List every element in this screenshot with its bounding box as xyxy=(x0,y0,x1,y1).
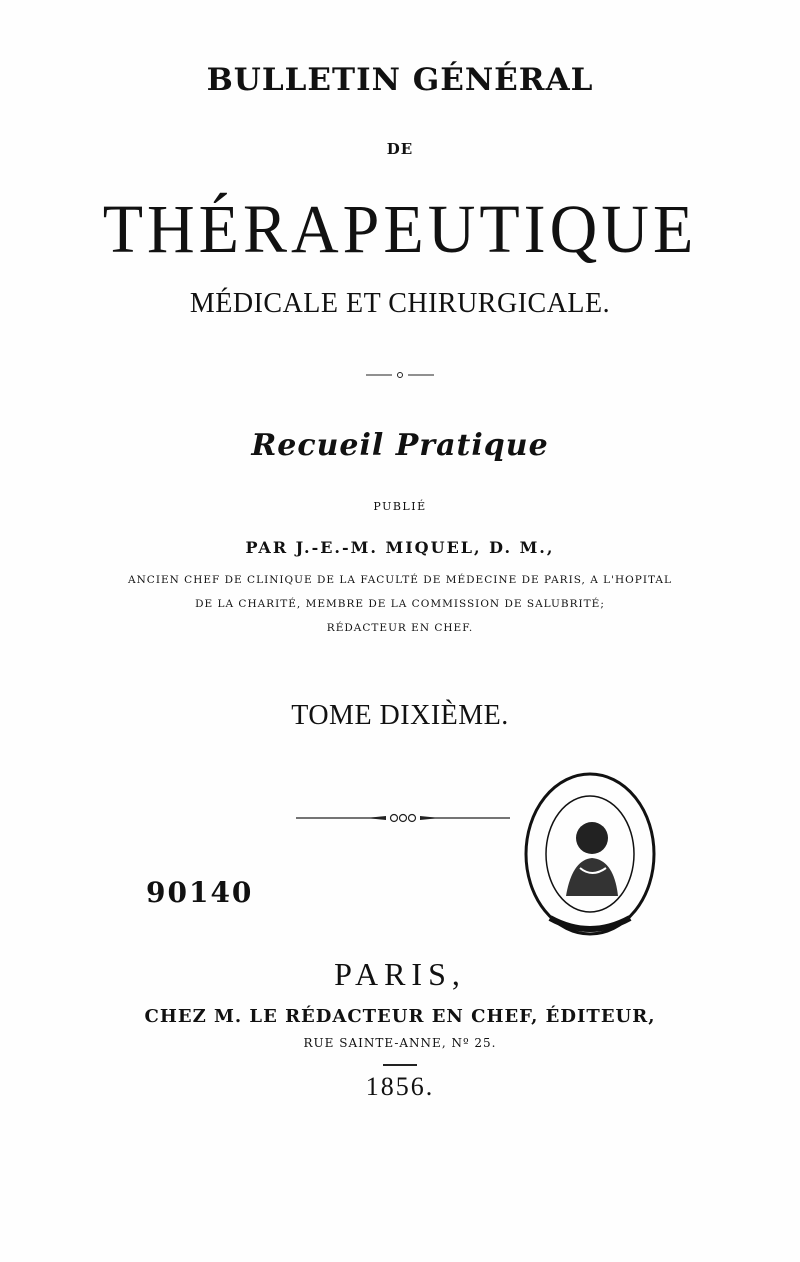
recueil-pratique-heading: Recueil Pratique xyxy=(251,428,549,463)
journal-subtitle: MÉDICALE ET CHIRURGICALE. xyxy=(189,288,611,319)
publie-label: PUBLIÉ xyxy=(373,500,427,513)
small-ornament-divider xyxy=(366,371,434,379)
library-shelfmark: 90140 xyxy=(146,876,254,909)
imprint-city: PARIS, xyxy=(334,956,466,992)
portrait-bust-icon xyxy=(566,822,618,896)
credentials-line-1: ANCIEN CHEF DE CLINIQUE DE LA FACULTÉ DE MÉDECINE DE PARIS, A L'HOPITAL xyxy=(128,574,672,586)
imprint-rule xyxy=(383,1064,417,1066)
credentials-line-3: RÉDACTEUR EN CHEF. xyxy=(326,622,474,634)
library-stamp-seal xyxy=(520,768,660,946)
imprint-address: RUE SAINTE-ANNE, Nº 25. xyxy=(303,1036,497,1050)
journal-title-main: THÉRAPEUTIQUE xyxy=(102,191,698,268)
journal-title-line1: BULLETIN GÉNÉRAL xyxy=(206,62,594,98)
large-ornament-divider xyxy=(296,811,510,825)
tome-label: TOME DIXIÈME. xyxy=(291,700,509,731)
author-line: PAR J.-E.-M. MIQUEL, D. M., xyxy=(245,538,555,557)
imprint-publisher: CHEZ M. LE RÉDACTEUR EN CHEF, ÉDITEUR, xyxy=(144,1006,656,1027)
title-connector: DE xyxy=(386,140,414,158)
imprint-year: 1856. xyxy=(365,1072,435,1101)
credentials-line-2: DE LA CHARITÉ, MEMBRE DE LA COMMISSION DE SALUBRITÉ; xyxy=(195,598,605,610)
